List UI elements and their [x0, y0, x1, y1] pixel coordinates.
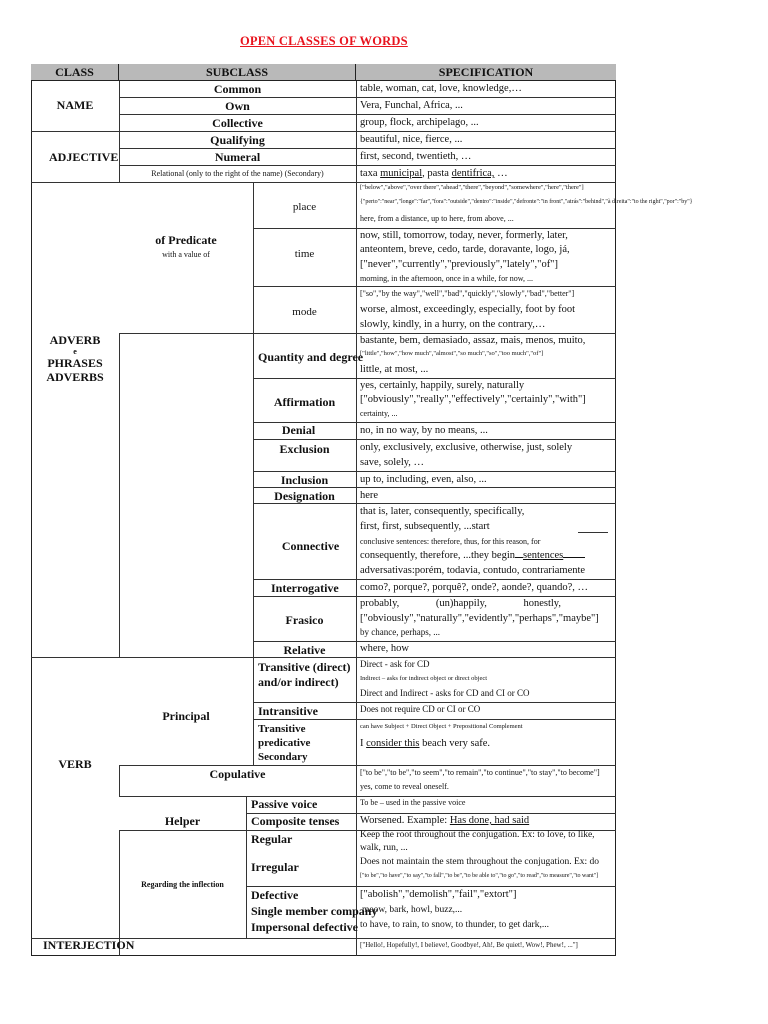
row-line — [253, 471, 616, 472]
subclass-collective: Collective — [212, 116, 263, 130]
row-line — [253, 286, 616, 287]
class-verb: VERB — [58, 757, 92, 771]
spec-column-divider — [356, 81, 357, 956]
spec-composite-tenses: Worsened. Example: Has done, had said — [360, 815, 530, 826]
spec-passive-voice: To be – used in the passive voice — [360, 798, 466, 807]
spec-frasico-1: probably, (un)happily, honestly, — [360, 598, 561, 609]
spec-transitive-1: Direct - ask for CD — [360, 659, 430, 669]
subclass-defective: Defective — [251, 888, 299, 902]
subclass-principal: Principal — [162, 709, 210, 723]
row-line — [253, 487, 616, 488]
spec-affirmation-3: certainty, ... — [360, 409, 398, 418]
row-line — [119, 114, 616, 115]
subclass-regular: Regular — [251, 832, 293, 846]
adverb-label-3: PHRASES — [47, 356, 103, 370]
subclass-inflection: Regarding the inflection — [141, 880, 224, 889]
row-line — [253, 228, 616, 229]
spec-regular-1: Keep the root throughout the conjugation. Ex: to love, to like, — [360, 830, 595, 840]
subclass-mode: mode — [292, 306, 317, 318]
class-adverb — [31, 333, 119, 384]
subclass-irregular: Irregular — [251, 860, 299, 874]
spec-mode-2: worse, almost, exceedingly, especially, foot by foot — [360, 304, 575, 315]
subclass-intransitive: Intransitive — [258, 704, 318, 718]
header-subclass: SUBCLASS — [119, 64, 356, 81]
class-adjective: ADJECTIVE — [49, 150, 119, 164]
spec-regular-2: walk, run, ... — [360, 843, 408, 853]
subclass-own: Own — [225, 99, 250, 113]
spec-common: table, woman, cat, love, knowledge,… — [360, 83, 522, 94]
subclass-inclusion: Inclusion — [280, 473, 329, 487]
subclass-single-member: Single member company — [251, 904, 378, 918]
subclass-passive-voice: Passive voice — [251, 797, 318, 811]
subclass-qualifying: Qualifying — [210, 133, 265, 147]
subclass-relative: Relative — [283, 643, 326, 657]
subclass-common: Common — [213, 82, 262, 96]
row-line — [119, 333, 616, 334]
spec-place-2: {"perto":"near","longe":"far","fora":"outside","dentro":"inside","defronte":"in front","atrás":"behind","à direita":"to the right","por":"by"} — [360, 199, 693, 205]
row-line — [253, 378, 616, 379]
class-name: NAME — [56, 98, 94, 112]
row-line — [253, 503, 616, 504]
subclass-transitive — [258, 660, 351, 690]
subclass-of-predicate: of Predicate — [155, 233, 217, 247]
spec-frasico-3: by chance, perhaps, ... — [360, 627, 440, 637]
spec-place-3: here, from a distance, up to here, from above, ... — [360, 214, 514, 223]
spec-place-1: ["below","above","over there","ahead","there","beyond","somewhere","here","there"] — [360, 184, 584, 191]
spec-quantity-3: little, at most, ... — [360, 364, 429, 375]
subclass-numeral: Numeral — [214, 150, 261, 164]
spec-transitive-2: Indirect – asks for indirect object or direct object — [360, 675, 488, 682]
row-line — [119, 165, 616, 166]
spec-connective-1: that is, later, consequently, specifically, — [360, 506, 525, 517]
spec-numeral: first, second, twentieth, … — [360, 151, 472, 162]
spec-interrogative: como?, porque?, porquê?, onde?, aonde?, quando?, … — [360, 582, 588, 593]
spec-exclusion-2: save, solely, … — [360, 457, 425, 468]
row-line — [31, 657, 616, 658]
subclass-denial: Denial — [281, 423, 316, 437]
spec-transitive-3: Direct and Indirect - asks for CD and CI or CO — [360, 688, 530, 698]
spec-quantity-1: bastante, bem, demasiado, assaz, mais, menos, muito, — [360, 335, 586, 346]
subclass-affirmation: Affirmation — [273, 395, 336, 409]
transitive-line-2: and/or indirect) — [258, 675, 339, 689]
spec-qualifying: beautiful, nice, fierce, ... — [360, 134, 463, 145]
row-line — [119, 148, 616, 149]
row-line — [31, 131, 616, 132]
row-line — [119, 97, 616, 98]
spec-interjection: ["Hello!, Hopefully!, I believe!, Goodbye!, Ah!, Be quiet!, Wow!, Phew!, ..."] — [360, 941, 578, 949]
adverb-class-divider — [119, 333, 120, 657]
adverb-label-4: ADVERBS — [46, 370, 104, 384]
row-line — [119, 765, 616, 766]
subclass-connective: Connective — [281, 539, 340, 553]
spec-single-member: meow, bark, howl, buzz,... — [362, 905, 463, 915]
spec-frasico-2: ["obviously","naturally","evidently","perhaps","maybe"] — [360, 613, 599, 624]
trans-pred-line-1: Transitive — [258, 723, 306, 735]
spec-time-3: ["never","currently","previously","lately","of"] — [360, 259, 558, 270]
spec-affirmation-2: ["obviously","really","effectively","certainly","with"] — [360, 394, 586, 405]
spec-designation: here — [360, 490, 379, 501]
subclass-predicate-sub: with a value of — [162, 250, 210, 259]
trans-pred-line-2: predicative — [258, 737, 311, 749]
row-line — [31, 182, 616, 183]
row-line — [253, 702, 616, 703]
subclass-quantity: Quantity and degree — [258, 350, 364, 364]
subclass-relational: Relational (only to the right of the name) (Secondary) — [151, 169, 324, 178]
subclass-interrogative: Interrogative — [271, 581, 339, 595]
adverb-label-2: e — [73, 347, 77, 356]
row-line — [253, 579, 616, 580]
spec-mode-3: slowly, kindly, in a hurry, on the contrary,… — [360, 319, 546, 330]
row-line — [119, 796, 616, 797]
spec-connective-4: consequently, therefore, ...they begin sentences — [360, 550, 585, 562]
spec-affirmation-1: yes, certainly, happily, surely, naturally — [360, 380, 525, 391]
subclass-impersonal: Impersonal defective — [251, 920, 358, 934]
row-line — [253, 719, 616, 720]
spec-own: Vera, Funchal, Africa, ... — [360, 100, 463, 111]
subclass-time: time — [294, 248, 315, 260]
subclass-helper: Helper — [164, 814, 201, 828]
spec-impersonal: to have, to rain, to snow, to thunder, to get dark,... — [360, 920, 549, 930]
spec-time-1: now, still, tomorrow, today, never, formerly, later, — [360, 230, 568, 241]
subclass-composite-tenses: Composite tenses — [251, 814, 340, 828]
subclass-exclusion: Exclusion — [279, 442, 330, 456]
spec-mode-1: ["so","by the way","well","bad","quickly","slowly","bad","better"] — [360, 289, 575, 298]
trans-pred-line-3: Secondary — [258, 751, 308, 763]
header-class: CLASS — [31, 64, 119, 81]
transitive-line-1: Transitive (direct) — [258, 660, 351, 674]
spec-denial: no, in no way, by no means, ... — [360, 425, 488, 436]
class-interjection: INTERJECTION — [43, 938, 135, 952]
row-line — [246, 886, 616, 887]
subclass-designation: Designation — [274, 489, 335, 503]
spec-irregular-2: ["to be","to have","to say","to fall","to be","to be able to","to go","to read","to measure","to want"] — [360, 873, 599, 879]
spec-intransitive: Does not require CD or CI or CO — [360, 704, 481, 714]
verb-principal-divider — [253, 657, 254, 765]
spec-relative: where, how — [360, 643, 409, 654]
spec-copulative-2: yes, come to reveal oneself. — [360, 782, 449, 791]
helper-divider — [246, 796, 247, 938]
spec-time-2: anteontem, breve, cedo, tarde, doravante, logo, já, — [360, 244, 570, 255]
spec-irregular-1: Does not maintain the stem throughout the conjugation. Ex: do — [360, 857, 600, 867]
header-specification: SPECIFICATION — [356, 64, 616, 81]
subclass-frasico: Frasico — [285, 613, 324, 627]
subclass-place: place — [292, 201, 317, 213]
spec-copulative-1: ["to be","to be","to seem","to remain","to continue","to stay","to become"] — [360, 768, 600, 777]
spec-connective-5: adversativas:porém, todavia, contudo, contrariamente — [360, 565, 586, 576]
page-title: OPEN CLASSES OF WORDS — [240, 34, 408, 48]
row-line — [253, 439, 616, 440]
spec-exclusion-1: only, exclusively, exclusive, otherwise, just, solely — [360, 442, 573, 453]
spec-relational: taxa municipal, pasta dentifrica, … — [360, 168, 508, 179]
spec-collective: group, flock, archipelago, ... — [360, 117, 479, 128]
spec-time-4: morning, in the afternoon, once in a while, for now, ... — [360, 274, 533, 283]
spec-defective: ["abolish","demolish","fail","extort"] — [360, 889, 517, 900]
spec-connective-3: conclusive sentences: therefore, thus, for this reason, for — [360, 537, 541, 546]
subclass-copulative: Copulative — [209, 767, 266, 781]
spec-quantity-2: ["little","how","how much","almost","so much","so","too much","of"] — [360, 350, 544, 357]
spec-inclusion: up to, including, even, also, ... — [360, 474, 487, 485]
blank-underline — [578, 532, 608, 533]
spec-trans-pred-2: I consider this beach very safe. — [360, 738, 491, 749]
row-line — [253, 641, 616, 642]
row-line — [253, 596, 616, 597]
subclass-transitive-predicative — [258, 722, 310, 764]
adverb-label-1: ADVERB — [49, 333, 101, 347]
spec-trans-pred-1: can have Subject + Direct Object + Prepositional Complement — [360, 723, 523, 730]
spec-connective-2: first, first, subsequently, ...start — [360, 521, 490, 532]
